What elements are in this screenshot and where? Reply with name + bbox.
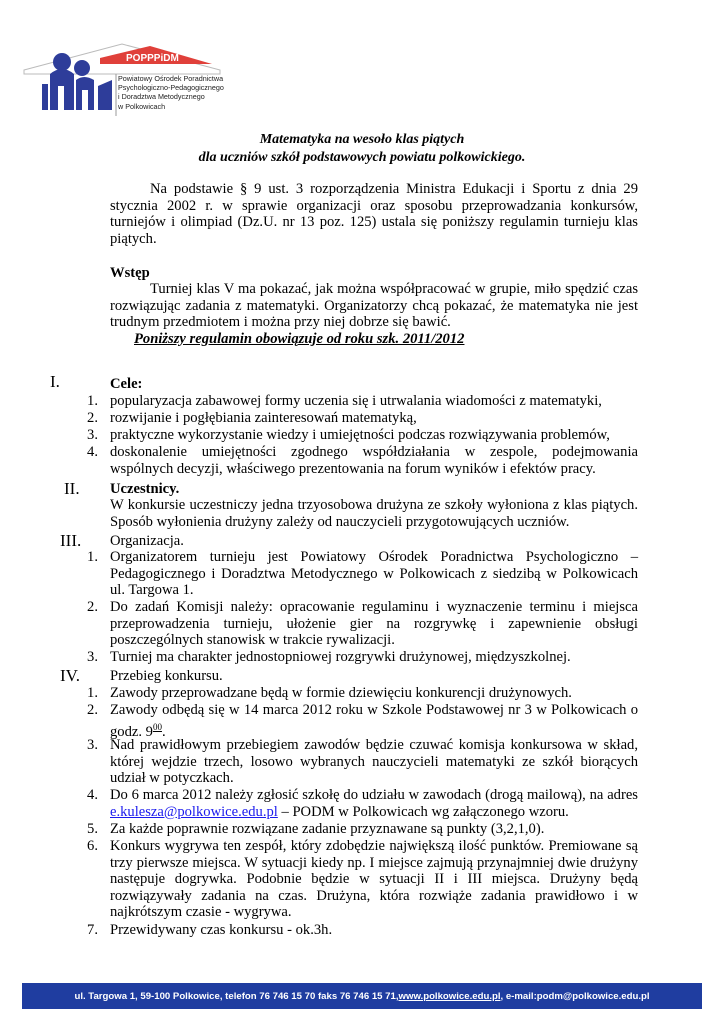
page-subtitle: dla uczniów szkół podstawowych powiatu polkowickiego. (198, 150, 526, 165)
list-item (110, 787, 638, 820)
section-title: Przebieg konkursu. (110, 668, 223, 684)
logo-text (118, 74, 224, 111)
section-title: Cele: (110, 376, 143, 392)
list-number: 1. (87, 685, 98, 701)
list-number: 2. (87, 702, 98, 718)
list-item: Turniej ma charakter jednostopniowej rozgrywki drużynowej, międzyszkolnej. (110, 649, 571, 665)
list-number: 6. (87, 838, 98, 854)
section-title: Organizacja. (110, 533, 184, 549)
regulation-note: Poniższy regulamin obowiązuje od roku szk. 2011/2012 (134, 331, 465, 347)
section-numeral: IV. (60, 666, 80, 685)
list-item: popularyzacja zabawowej formy uczenia się i utrwalania wiadomości z matematyki, (110, 393, 602, 409)
list-item: Zawody przeprowadzane będą w formie dziewięciu konkurencji drużynowych. (110, 685, 572, 701)
list-number: 3. (87, 427, 98, 443)
logo-brand: POPPPiDM (126, 53, 179, 64)
list-number: 2. (87, 410, 98, 426)
list-item: Przewidywany czas konkursu - ok.3h. (110, 922, 333, 938)
list-item: praktyczne wykorzystanie wiedzy i umiejętności podczas rozwiązywania problemów, (110, 427, 610, 443)
list-number: 3. (87, 649, 98, 665)
list-number: 4. (87, 787, 98, 803)
section-numeral: III. (60, 531, 82, 550)
wstep-text: Turniej klas V ma pokazać, jak można współpracować w grupie, miło spędzić czas rozwiązując zadania z matematyki. Organizatorzy chcą pokazać, że matematyka nie jest trudnym przedmiotem i można przy niej dobrze się bawić. (110, 281, 638, 331)
intro-paragraph: Na podstawie § 9 ust. 3 rozporządzenia Ministra Edukacji i Sportu z dnia 29 stycznia 2002 r. w sprawie organizacji oraz sposobu przeprowadzania konkursów, turniejów i olimpiad (Dz.U. nr 13 poz. 125) ustala się poniższy regulamin turnieju klas piątych. (110, 181, 638, 247)
section-text: W konkursie uczestniczy jedna trzyosobowa drużyna ze szkoły wyłoniona z klas piątych. Sposób wyłonienia drużyny zależy od nauczycieli przygotowujących uczniów. (110, 497, 638, 530)
section-numeral: I. (50, 372, 60, 391)
list-number: 3. (87, 737, 98, 753)
logo-line: i Doradztwa Metodycznego (118, 92, 205, 102)
footer-email[interactable]: podm@polkowice.edu.pl (536, 990, 650, 1002)
list-number: 7. (87, 922, 98, 938)
footer-bar (22, 983, 702, 1009)
page-title: Matematyka na wesoło klas piątych (259, 132, 465, 147)
list-item: doskonalenie umiejętności zgodnego współdziałania w zespole, podejmowania wspólnych decyzji, właściwego prezentowania na forum wyników i efektów pracy. (110, 444, 638, 477)
list-item-text: – PODM w Polkowicach wg załączonego wzoru. (277, 803, 569, 820)
logo (22, 40, 222, 118)
footer-address: ul. Targowa 1, 59-100 Polkowice, telefon 76 746 15 70 faks 76 746 15 71, (74, 990, 399, 1002)
email-link[interactable]: e.kulesza@polkowice.edu.pl (110, 803, 278, 820)
section-numeral: II. (64, 479, 80, 498)
list-item-text: . (161, 723, 166, 740)
logo-line: Powiatowy Ośrodek Poradnictwa (118, 74, 224, 83)
footer-separator: , e-mail: (500, 990, 537, 1002)
list-item: Nad prawidłowym przebiegiem zawodów będzie czuwać komisja konkursowa w skład, której wejdzie trzech, losowo wybranych nauczycieli matematyki ze szkół biorących udział w potyczkach. (110, 737, 638, 787)
list-item (110, 702, 638, 740)
wstep-heading: Wstęp (110, 265, 150, 281)
list-number: 5. (87, 821, 98, 837)
logo-line: Psychologiczno-Pedagogicznego (118, 83, 224, 93)
list-item: Konkurs wygrywa ten zespół, który zdobędzie największą ilość punktów. Premiowane są trzy pierwsze miejsca. W sytuacji kiedy np. I miejsce zajmują przynajmniej dwie drużyny następuje dogrywka. Podobnie będzie w sytuacji II i III miejsca. Drużyny będą rozwiązywały zadania na czas. Drużyna, która rozwiąże zadania prawidłowo i w najkrótszym czasie - wygrywa. (110, 838, 638, 921)
list-item: Do zadań Komisji należy: opracowanie regulaminu i wyznaczenie terminu i miejsca przeprowadzenia turnieju, ułożenie gier na rozgrywkę i zapewnienie obsługi poszczególnych stanowisk w trakcie rywalizacji. (110, 599, 638, 649)
list-number: 4. (87, 444, 98, 460)
list-item-text: Do 6 marca 2012 należy zgłosić szkołę do udziału w zawodach (drogą mailową), na adres (110, 787, 638, 803)
website-link[interactable]: www.polkowice.edu.pl (398, 990, 501, 1002)
list-number: 1. (87, 393, 98, 409)
list-item: Za każde poprawnie rozwiązane zadanie przyznawane są punkty (3,2,1,0). (110, 821, 545, 837)
section-title: Uczestnicy. (110, 481, 180, 497)
list-number: 2. (87, 599, 98, 615)
list-item-text: Zawody odbędą się w 14 marca 2012 roku w Szkole Podstawowej nr 3 w Polkowicach o godz. 9 (110, 702, 638, 740)
list-item: rozwijanie i pogłębiania zainteresowań matematyką, (110, 410, 417, 426)
list-number: 1. (87, 549, 98, 565)
time-superscript: 00 (152, 721, 162, 732)
list-item: Organizatorem turnieju jest Powiatowy Ośrodek Poradnictwa Psychologiczno – Pedagogicznego i Doradztwa Metodycznego w Polkowicach z siedzibą w Polkowicach ul. Targowa 1. (110, 549, 638, 599)
logo-line: w Polkowicach (118, 101, 166, 111)
